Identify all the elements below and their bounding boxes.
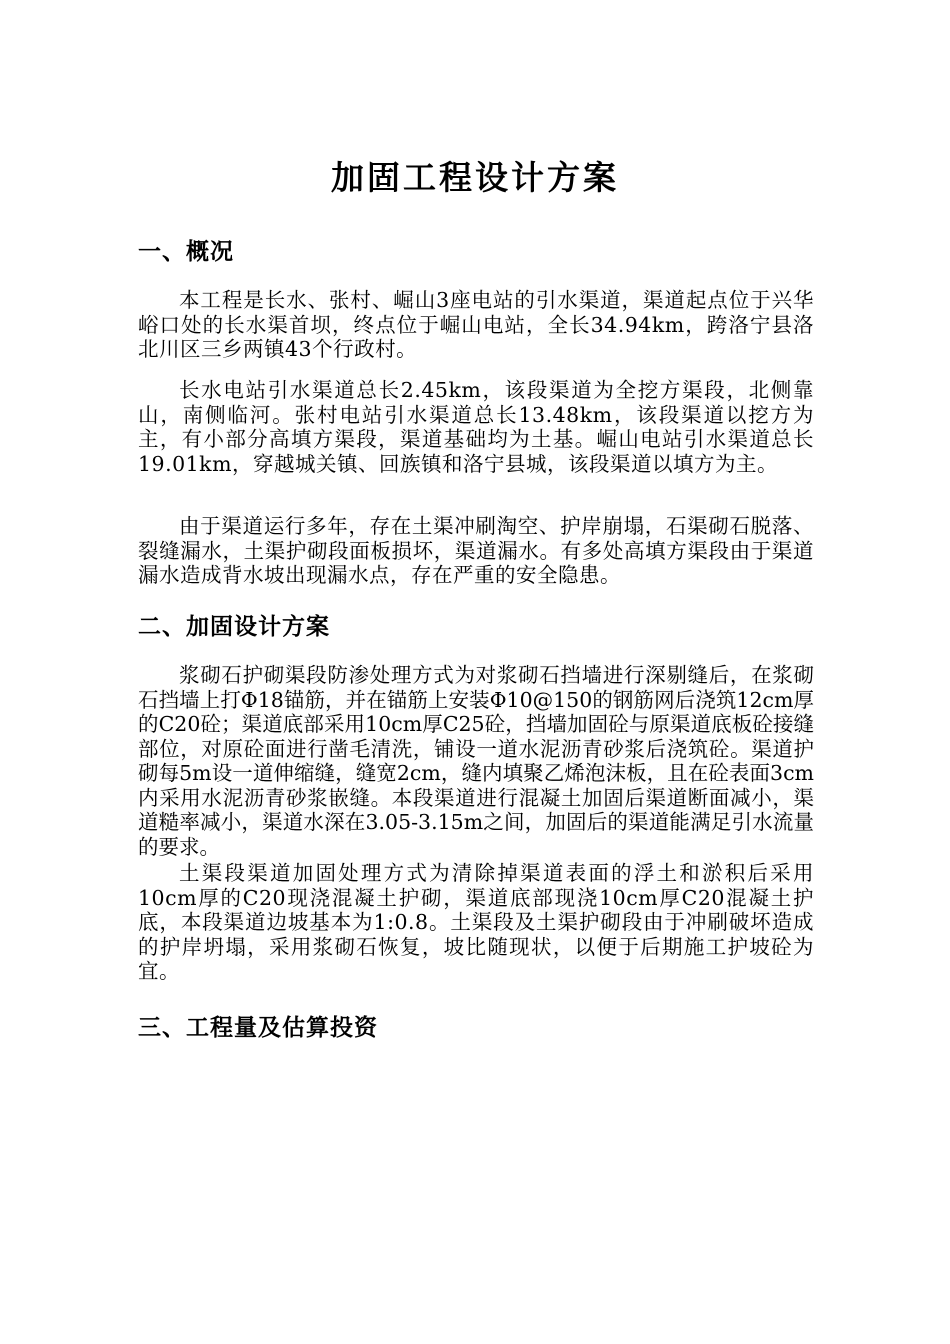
document-title: 加固工程设计方案	[331, 158, 619, 197]
paragraph-overview-2: 长水电站引水渠道总长2.45km，该段渠道为全挖方渠段，北侧靠山，南侧临河。张村电站引水渠道总长13.48km，该段渠道以挖方为主，有小部分高填方渠段，渠道基础均为土基。崛山电站引水渠道总长19.01km，穿越城关镇、回族镇和洛宁县城，该段渠道以填方为主。	[138, 378, 814, 476]
section-heading-overview: 一、概况	[138, 238, 234, 265]
paragraph-overview-3: 由于渠道运行多年，存在土渠冲刷淘空、护岸崩塌，石渠砌石脱落、裂缝漏水，土渠护砌段面板损坏，渠道漏水。有多处高填方渠段由于渠道漏水造成背水坡出现漏水点，存在严重的安全隐患。	[138, 514, 814, 587]
paragraph-design-2: 土渠段渠道加固处理方式为清除掉渠道表面的浮土和淤积后采用10cm厚的C20现浇混凝土护砌，渠道底部现浇10cm厚C20混凝土护底，本段渠道边坡基本为1:0.8。土渠段及土渠护砌段由于冲刷破坏造成的护岸坍塌，采用浆砌石恢复，坡比随现状，以便于后期施工护坡砼为宜。	[138, 861, 814, 983]
section-heading-quantities: 三、工程量及估算投资	[138, 1014, 378, 1041]
paragraph-overview-1: 本工程是长水、张村、崛山3座电站的引水渠道，渠道起点位于兴华峪口处的长水渠首坝，终点位于崛山电站，全长34.94km，跨洛宁县洛北川区三乡两镇43个行政村。	[138, 288, 814, 361]
section-heading-design: 二、加固设计方案	[138, 613, 330, 640]
paragraph-design-1: 浆砌石护砌渠段防渗处理方式为对浆砌石挡墙进行深剔缝后，在浆砌石挡墙上打Φ18锚筋，并在锚筋上安装Φ10@150的钢筋网后浇筑12cm厚的C20砼；渠道底部采用10cm厚C25砼，挡墙加固砼与原渠道底板砼接缝部位，对原砼面进行凿毛清洗，铺设一道水泥沥青砂浆后浇筑砼。渠道护砌每5m设一道伸缩缝，缝宽2cm，缝内填聚乙烯泡沫板，且在砼表面3cm内采用水泥沥青砂浆嵌缝。本段渠道进行混凝土加固后渠道断面减小，渠道糙率减小，渠道水深在3.05-3.15m之间，加固后的渠道能满足引水流量的要求。	[138, 663, 814, 859]
